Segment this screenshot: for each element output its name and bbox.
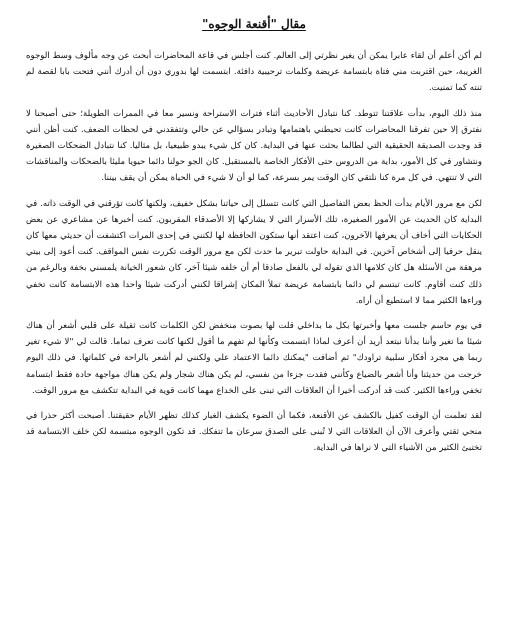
paragraph: لقد تعلمت أن الوقت كفيل بالكشف عن الأقنعة، فكما أن الضوء يكشف الغبار كذلك تظهر الأيام حقيقتنا. أصبحت أكثر حذرا في منحي ثقتي وأعرف الآن أن العلاقات التي لا تُبنى على الصدق سرعان ما تتفكك. قد تكون الوجوه مبتسمة لكن خلف الابتسامة قد تختبئ الكثير من الأشياء التي لا نراها في البداية.: [26, 411, 482, 454]
paragraph: منذ ذلك اليوم، بدأت علاقتنا تتوطد. كنا نتبادل الأحاديث أثناء فترات الاستراحة ونسير معا في الممرات الطويلة؛ حتى أصبحنا لا نفترق إلا حين تفرقنا المحاضرات كانت تحيطني باهتمامها وتبادر بسؤالي عن حالي وتتفقدني في لحظات الضعف. كنت أظن أنني قد وجدت الصديقة الحقيقية التي لطالما بحثت عنها في البداية. كان كل شيء يبدو طبيعيا، بل مثاليا. كنا نتبادل الضحكات الصغيرة ونتشاور في كل الأمور، بداية من الدروس حتى الأفكار الخاصة بالمستقبل. كان الجو حولنا دائما حيويا مليئا بالضحكات والمناقشات التي لا تنتهي. في كل مرة كنا نلتقي كان الوقت يمر بسرعة، كما لو أن لا شيء في الحياة يمكن أن يقف بيننا.: [26, 108, 482, 184]
paragraph: لم أكن أعلم أن لقاء عابرا يمكن أن يغير نظرتي إلى العالم. كنت أجلس في قاعة المحاضرات أبحث عن وجه مألوف وسط الوجوه الغريبة، حين اقتربت مني فتاة بابتسامة عريضة وكلمات ترحيبية دافئة. ابتسمت لها بدوري دون أن أدرك أنني فتحت بابا لقصة لم تنته كما تمنيت.: [26, 51, 482, 94]
paragraph: في يوم حاسم جلست معها وأخبرتها بكل ما بداخلي قلت لها بصوت منخفض لكن الكلمات كانت ثقيلة على قلبي أشعر أن هناك شيئا ما تغير وأننا بدأنا نبتعد أريد أن أعرف لماذا ابتسمت وكأنها لم تفهم ما أقول لكنها كانت تعرف تماما. قالت لي "لا شيء تغير ربما هي مجرد أفكار سلبية تراودك" ثم أضافت "يمكنك دائما الاعتماد علي ولكنني لم أشعر بالراحة في كلماتها. في ذلك اليوم خرجت من حديثنا وأنا أشعر بالضياع وكأنني فقدت جزءا من نفسي، لم يكن هناك شجار ولم يكن هناك مواجهة حادة فقط ابتسامة تخفي وراءها الكثير. كنت قد أدركت أخيرا أن العلاقات التي تبنى على الخداع مهما كانت قوية في البداية تتكشف مع مرور الوقت.: [26, 321, 482, 396]
paragraph: لكن مع مرور الأيام بدأت الحظ بعض التفاصيل التي كانت تتسلل إلى حياتنا بشكل خفيف، ولكنها كانت تؤرقني في الوقت ذاته. في البداية كان الحديث عن الأمور الصغيرة، تلك الأسرار التي لا يشاركها إلا الأصدقاء المقربون. كنت أخبرها عن مشاعري عن بعض الحكايات التي أخاف أن يعرفها الآخرون، كنت اعتقد أنها ستكون الحافظة لها لكنني في إحدى المرات اكتشفت أن حديثي معها كان ينقل حرفيا إلى أشخاص آخرين. في البداية حاولت تبرير ما حدث لكن مع مرور الوقت تكررت نفس المواقف. كنت أعود إلى بيتي مرهقة من الأسئلة هل كان كلامها الذي تقوله لي بالفعل صادقا أم أن خلفه شيئا آخر، كان شعور الخيانة يلمسني بخفة وبالرغم من ذلك كنت أقاوم. كانت تبتسم لي دائما بابتسامة عريضة تملأ المكان إشراقا لكنني أدركت شيئا واحدا هذه الابتسامة كانت تخفي وراءها الكثير مما لا استطيع أن أراه.: [26, 198, 482, 306]
document-title: مقال "أقنعة الوجوه": [202, 17, 306, 31]
